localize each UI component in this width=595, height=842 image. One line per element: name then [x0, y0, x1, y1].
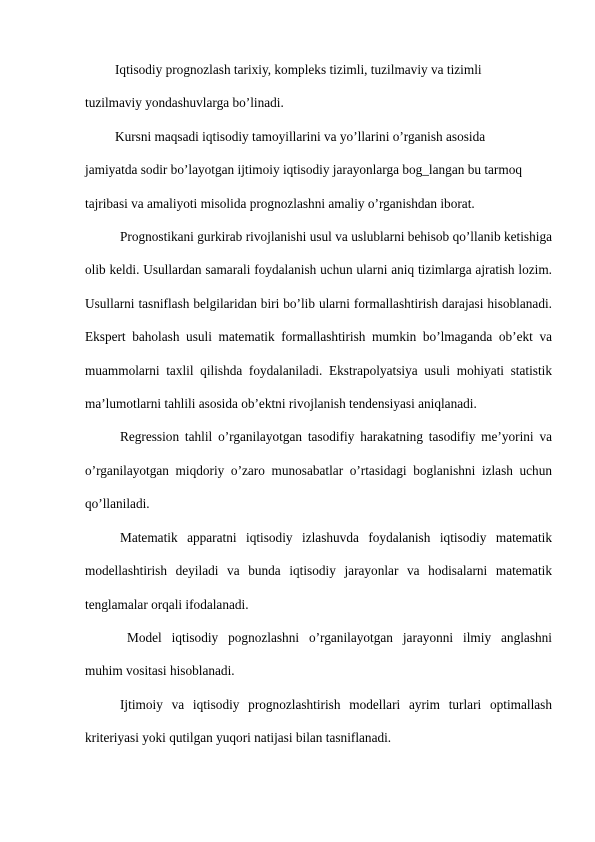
paragraph-regression-analysis: Regression tahlil o’rganilayotgan tasodifiy harakatning tasodifiy me’yorini va o’rganilayotgan miqdoriy o’zaro munosabatlar o’rtasidagi boglanishni izlash uchun qo’llaniladi.: [85, 429, 552, 512]
paragraph-model-classification: Ijtimoiy va iqtisodiy prognozlashtirish modellari ayrim turlari optimallash kriteriyasi yoki qutilgan yuqori natijasi bilan tasniflanadi.: [85, 696, 552, 746]
paragraph-line: tajribasi va amaliyoti misolida prognozlashni amaliy o’rganishdan iborat.: [85, 195, 475, 211]
paragraph-line: tuzilmaviy yondashuvlarga bo’linadi.: [85, 95, 284, 111]
paragraph-forecasting-approaches: [85, 53, 552, 120]
paragraph-line: jamiyatda sodir bo’layotgan ijtimoiy iqtisodiy jarayonlarga bog_langan bu tarmoq: [85, 162, 522, 178]
paragraph-prognostics-methods: Prognostikani gurkirab rivojlanishi usul va uslublarni behisob qo’llanib ketishiga olib keldi. Usullardan samarali foydalanish uchun ularni aniq tizimlarga ajratish lozim. Usullarni tasniflash belgilaridan biri bo’lib ularni formallashtirish darajasi hisoblanadi. Ekspert baholash usuli matematik formallashtirish mumkin bo’lmaganda ob’ekt va muammolarni taxlil qilishda foydalaniladi. Ekstrapolyatsiya usuli mohiyati statistik ma’lumotlarni tahlili asosida ob’ektni rivojlanish tendensiyasi aniqlanadi.: [85, 229, 552, 412]
paragraph-mathematical-modelling: Matematik apparatni iqtisodiy izlashuvda foydalanish iqtisodiy matematik modellashtirish deyiladi va bunda iqtisodiy jarayonlar va hodisalarni matematik tenglamalar orqali ifodalanadi.: [85, 529, 552, 612]
paragraph-line: Kursni maqsadi iqtisodiy tamoyillarini va yo’llarini o’rganish asosida: [115, 128, 486, 144]
document-body: [85, 53, 552, 755]
paragraph-model-definition: Model iqtisodiy pognozlashni o’rganilayotgan jarayonni ilmiy anglashni muhim vositasi hisoblanadi.: [85, 629, 552, 679]
paragraph-course-goal: [85, 120, 552, 220]
paragraph-line: Iqtisodiy prognozlash tarixiy, kompleks tizimli, tuzilmaviy va tizimli: [115, 62, 482, 77]
